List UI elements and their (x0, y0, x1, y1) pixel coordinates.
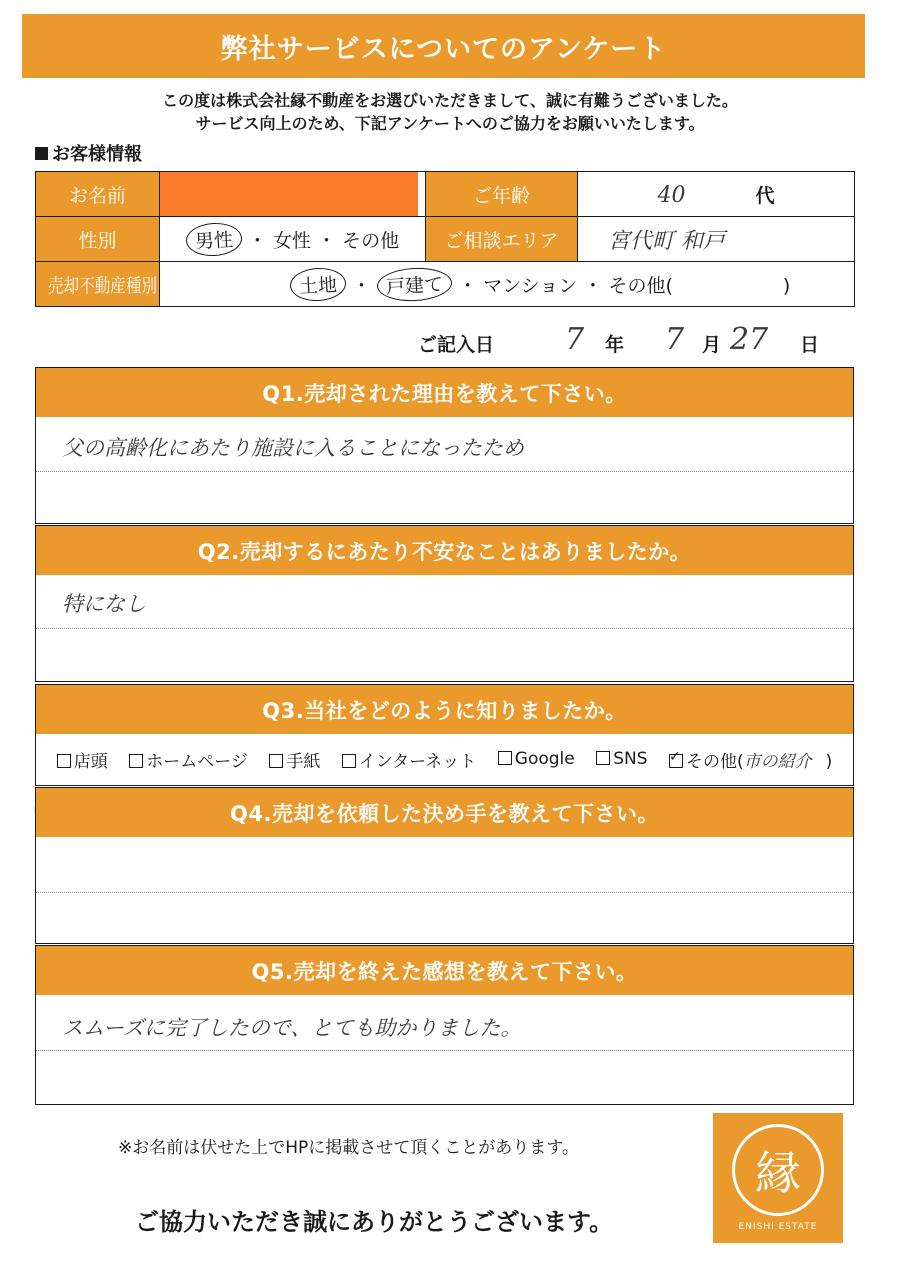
property-option-other[interactable]: その他( (608, 274, 673, 297)
checkbox-icon (129, 754, 143, 768)
publication-note: ※お名前は伏せた上でHPに掲載させて頂くことがあります。 (118, 1138, 579, 1158)
name-value-redacted (160, 172, 426, 217)
checkbox-icon (342, 754, 356, 768)
checkbox-icon (498, 751, 512, 765)
age-label: ご年齢 (426, 172, 578, 217)
logo-brand-text: ENISHI ESTATE (738, 1222, 818, 1232)
question-3-options (36, 734, 853, 784)
intro-line-1: この度は株式会社縁不動産をお選びいただきまして、誠に有難うございました。 (162, 91, 738, 110)
gender-label: 性別 (36, 217, 160, 262)
property-type-options: 土地 ・ 戸建て ・ マンション ・ その他( ) (160, 262, 855, 307)
property-option-house[interactable]: 戸建て (376, 266, 453, 303)
question-4-title: Q4.売却を依頼した決め手を教えて下さい。 (36, 788, 853, 837)
option-other-text: 市の紹介 (743, 751, 812, 772)
entry-date (0, 322, 900, 362)
checkbox-icon (57, 754, 71, 768)
property-option-mansion[interactable]: マンション (483, 274, 578, 297)
age-value: 40 代 (578, 172, 855, 217)
option-internet[interactable]: インターネット (342, 747, 476, 772)
option-letter[interactable]: 手紙 (269, 747, 320, 772)
question-1-answer[interactable]: 父の高齢化にあたり施設に入ることになったため (62, 436, 524, 460)
customer-info-heading: お客様情報 (35, 140, 142, 166)
question-1 (35, 367, 854, 524)
customer-info-table (35, 171, 855, 307)
question-4 (35, 787, 854, 944)
option-google[interactable]: Google (498, 749, 575, 769)
date-year-value: 7 (565, 322, 585, 357)
date-year-unit: 年 (605, 334, 625, 356)
area-value: 宮代町 和戸 (578, 217, 855, 262)
date-day-value: 27 (730, 322, 769, 357)
enishi-emblem-icon: 縁 (732, 1124, 824, 1216)
date-month-value: 7 (665, 322, 685, 357)
gender-option-female[interactable]: 女性 (272, 229, 311, 252)
answer-rule (36, 471, 853, 472)
option-storefront[interactable]: 店頭 (57, 747, 108, 772)
intro-line-2: サービス向上のため、下記アンケートへのご協力をお願いいたします。 (195, 114, 705, 133)
answer-rule (36, 892, 853, 893)
date-month-unit: 月 (702, 334, 722, 356)
question-5 (35, 945, 854, 1105)
answer-rule (36, 628, 853, 629)
answer-rule (36, 1050, 853, 1051)
property-type-label: 売却不動産種別 (36, 262, 160, 307)
option-sns[interactable]: SNS (596, 749, 647, 769)
date-day-unit: 日 (800, 334, 820, 356)
gender-option-male[interactable]: 男性 (185, 221, 243, 257)
question-3 (35, 684, 854, 786)
gender-option-other[interactable]: その他 (342, 229, 400, 252)
square-bullet-icon (35, 147, 48, 160)
question-3-title: Q3.当社をどのように知りましたか。 (36, 685, 853, 734)
gender-options: 男性 ・ 女性 ・ その他 (160, 217, 426, 262)
question-2 (35, 525, 854, 682)
question-5-title: Q5.売却を終えた感想を教えて下さい。 (36, 946, 853, 995)
question-2-title: Q2.売却するにあたり不安なことはありましたか。 (36, 526, 853, 575)
property-other-close: ) (782, 274, 791, 297)
question-5-answer[interactable]: スムーズに完了したので、とても助かりました。 (62, 1016, 522, 1040)
survey-title: 弊社サービスについてのアンケート (22, 14, 865, 78)
thank-you-message: ご協力いただき誠にありがとうございます。 (135, 1208, 614, 1236)
checked-checkbox-icon (669, 754, 683, 768)
option-other[interactable]: ✓ その他(市の紹介 ) (669, 747, 832, 772)
name-label: お名前 (36, 172, 160, 217)
option-homepage[interactable]: ホームページ (129, 747, 248, 772)
checkbox-icon (596, 751, 610, 765)
area-label: ご相談エリア (426, 217, 578, 262)
checkbox-icon (269, 754, 283, 768)
question-1-title: Q1.売却された理由を教えて下さい。 (36, 368, 853, 417)
property-option-land[interactable]: 土地 (289, 266, 347, 302)
question-2-answer[interactable]: 特になし (62, 592, 146, 616)
date-label: ご記入日 (418, 334, 495, 356)
company-logo (713, 1113, 843, 1243)
